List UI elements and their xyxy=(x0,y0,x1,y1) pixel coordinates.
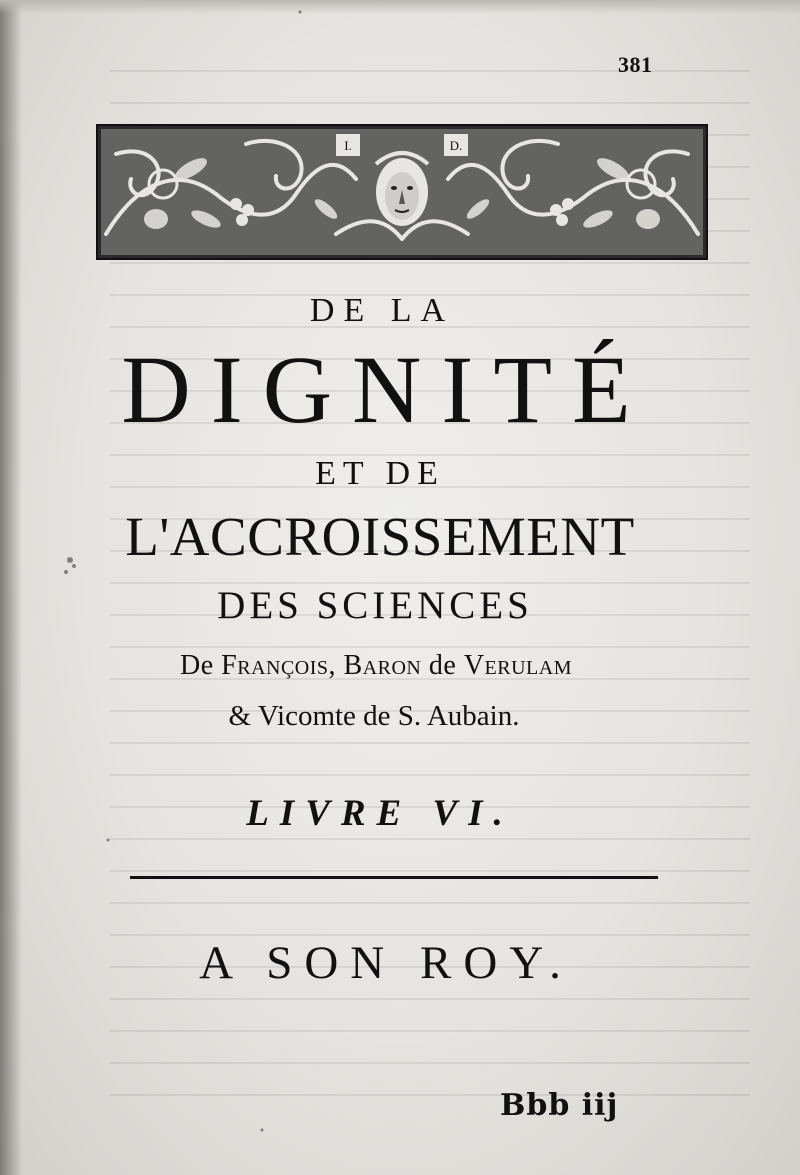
author-title: Baron xyxy=(343,650,422,681)
title-et-de: ET DE xyxy=(315,455,445,492)
author-place: Verulam xyxy=(463,650,572,681)
author-particle: de xyxy=(428,650,457,681)
signature-mark: Bbb iij xyxy=(500,1088,619,1123)
page-number: 381 xyxy=(618,52,653,77)
title-de-la: DE LA xyxy=(309,292,455,329)
title-dignite: DIGNITÉ xyxy=(121,336,651,443)
ornament-initial-right: D. xyxy=(449,138,463,153)
author-first-name: François, xyxy=(221,650,337,681)
dedication: A SON ROY. xyxy=(199,937,573,989)
title-accroissement: L'ACCROISSEMENT xyxy=(125,506,635,567)
book-label: LIVRE VI. xyxy=(246,793,514,834)
title-des-sciences: DES SCIENCES xyxy=(217,584,533,627)
author-prefix: De xyxy=(180,650,214,681)
author-subtitle: & Vicomte de S. Aubain. xyxy=(228,700,520,732)
ornament-initial-left: I. xyxy=(344,138,352,153)
